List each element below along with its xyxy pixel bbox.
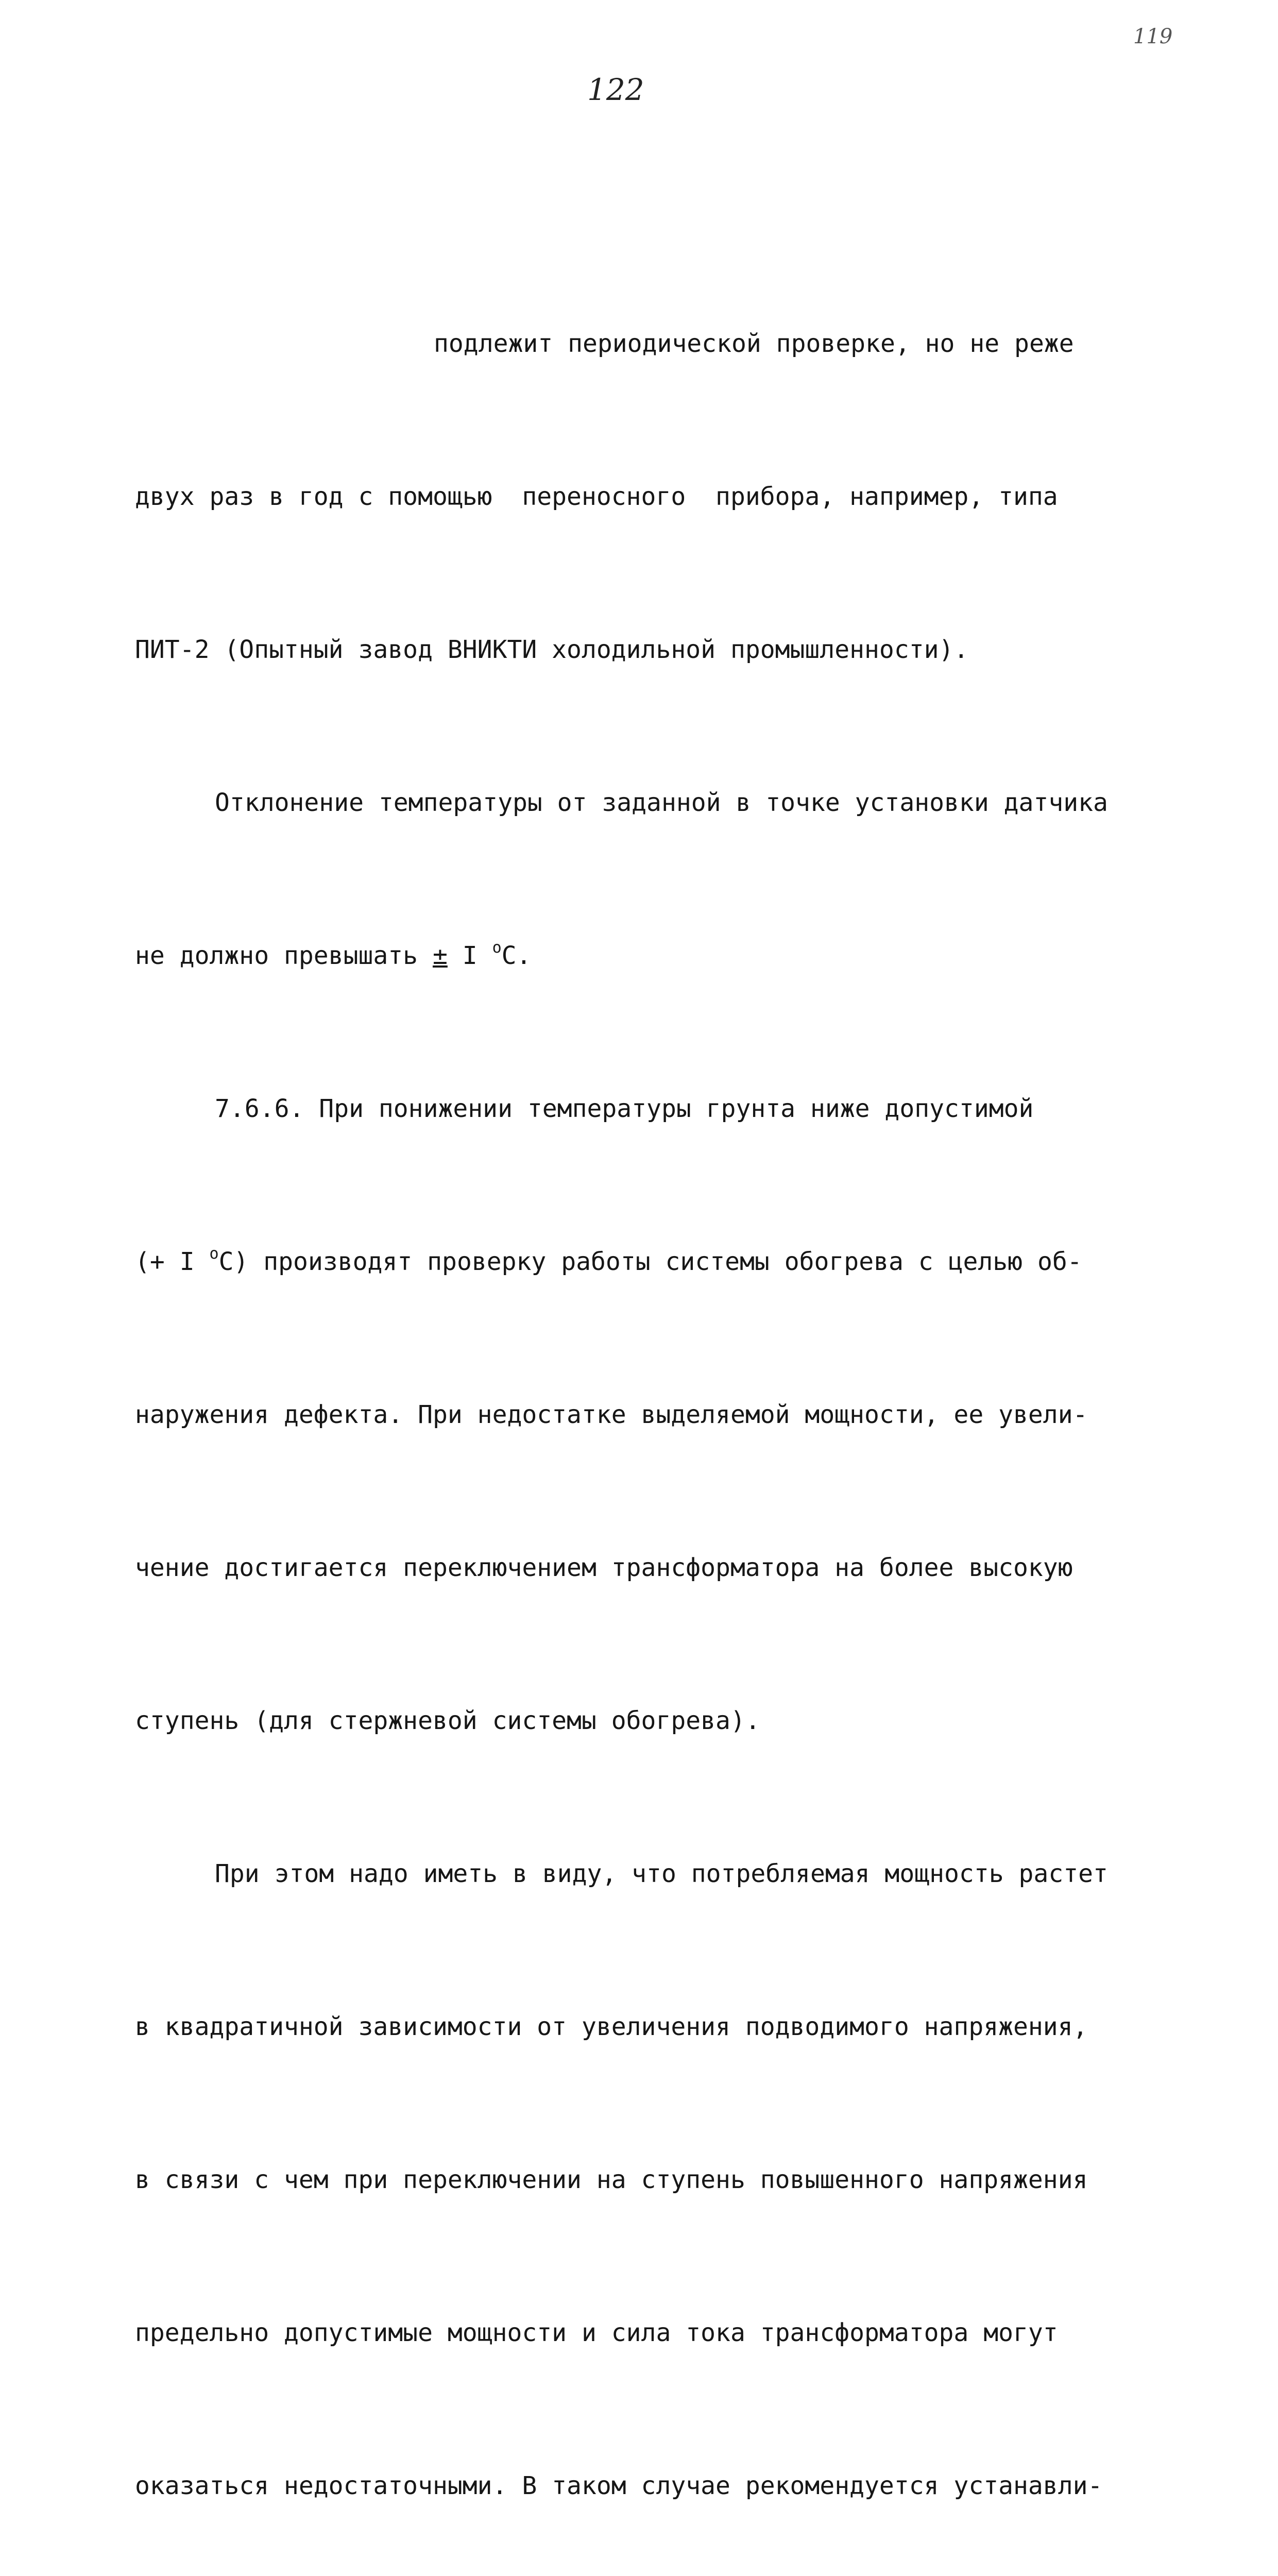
text-line: предельно допустимые мощности и сила тока трансформатора могут xyxy=(135,2318,1058,2347)
text-fragment: (+ I xyxy=(135,1247,210,1276)
degree-sign: o xyxy=(209,1245,219,1263)
text-line: чение достигается переключением трансформатора на более высокую xyxy=(135,1553,1073,1582)
text-fragment: не должно превышать xyxy=(135,941,433,970)
text-line: Отклонение температуры от заданной в точке установки датчика xyxy=(215,788,1108,817)
page-number: 122 xyxy=(587,72,644,107)
text-fragment: производят проверку работы системы обогрева с целью об- xyxy=(248,1247,1082,1276)
text-line: в связи с чем при переключении на ступень повышенного напряжения xyxy=(135,2165,1088,2194)
text-line: подлежит периодической проверке, но не реже xyxy=(434,329,1074,358)
text-line: ступень (для стержневой системы обогрева). xyxy=(135,1706,760,1735)
archive-page-number: 119 xyxy=(1133,25,1173,48)
plus-minus-sign: ± xyxy=(432,941,448,970)
text-line: При этом надо иметь в виду, что потребляемая мощность растет xyxy=(215,1859,1108,1888)
text-line: двух раз в год с помощью переносного прибора, например, типа xyxy=(135,482,1058,511)
unit-celsius: C) xyxy=(218,1247,249,1276)
typed-text-body xyxy=(135,216,1186,2576)
tolerance-value: I xyxy=(447,941,492,970)
text-line: наружения дефекта. При недостатке выделяемой мощности, ее увели- xyxy=(135,1400,1088,1429)
text-line xyxy=(135,1236,1186,1287)
text-line: 7.6.6. При понижении температуры грунта ниже допустимой xyxy=(215,1094,1034,1123)
text-line: оказаться недостаточными. В таком случае рекомендуется устанавли- xyxy=(135,2471,1103,2500)
degree-sign: o xyxy=(492,939,502,957)
text-line: ПИТ-2 (Опытный завод ВНИКТИ холодильной промышленности). xyxy=(135,635,969,664)
text-line: в квадратичной зависимости от увеличения подводимого напряжения, xyxy=(135,2012,1088,2041)
text-line xyxy=(135,930,1186,981)
unit-celsius: C. xyxy=(501,941,532,970)
